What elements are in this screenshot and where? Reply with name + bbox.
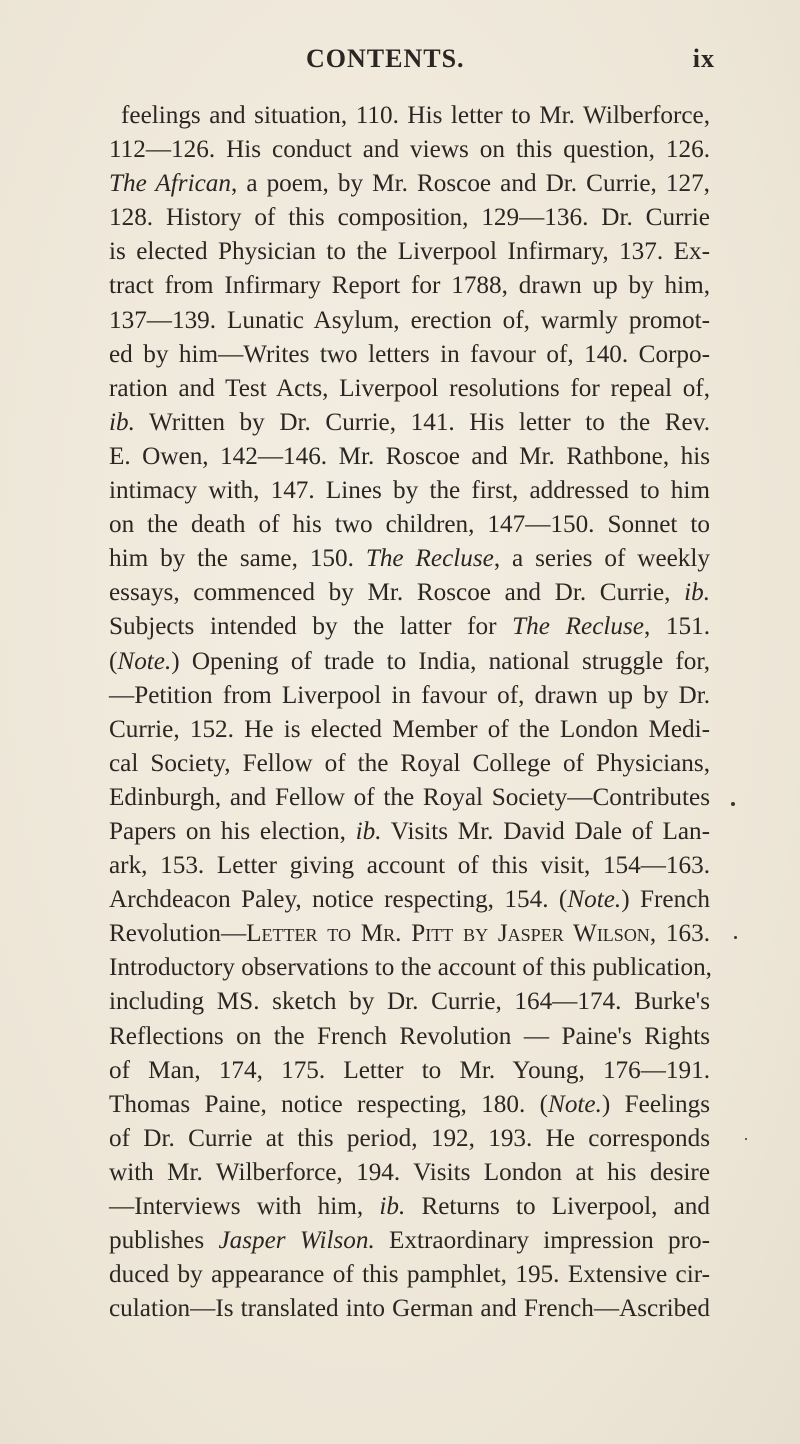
text-run: feelings and situation, 110. His letter to Mr. Wilberforce, bbox=[121, 102, 710, 129]
text-run: ) French bbox=[621, 886, 710, 914]
text-line bbox=[109, 1156, 710, 1190]
text-line bbox=[109, 406, 710, 440]
text-run: culation—Is translated into German and French—Ascribed bbox=[109, 1295, 710, 1323]
text-line bbox=[109, 985, 710, 1019]
text-line bbox=[109, 815, 710, 849]
text-line bbox=[109, 1190, 710, 1224]
text-run: including MS. sketch by Dr. Currie, 164—174. Burke's bbox=[109, 988, 710, 1016]
text-line bbox=[109, 610, 710, 644]
text-line bbox=[109, 781, 710, 815]
italic-text-run: The Recluse bbox=[512, 613, 644, 641]
italic-text-run: ib. bbox=[684, 579, 710, 607]
text-line bbox=[109, 269, 710, 303]
text-line bbox=[109, 883, 710, 917]
text-line bbox=[109, 201, 710, 235]
text-run: Extraordinary impression pro- bbox=[374, 1227, 711, 1255]
text-run: , 151. bbox=[643, 613, 710, 641]
text-run: essays, commenced by Mr. Roscoe and Dr. Currie, bbox=[109, 579, 685, 607]
text-run: , a poem, by Mr. Roscoe and Dr. Currie, 127, bbox=[230, 170, 710, 198]
text-line bbox=[109, 235, 710, 269]
text-run: ) Opening of trade to India, national struggle for, bbox=[171, 647, 710, 675]
italic-text-run: ib. bbox=[379, 1193, 406, 1220]
text-line bbox=[109, 1088, 710, 1122]
text-line bbox=[109, 1020, 710, 1054]
text-run: 128. History of this composition, 129—136. Dr. Currie bbox=[109, 204, 710, 232]
text-run: cal Society, Fellow of the Royal College of Physicians, bbox=[109, 749, 710, 777]
text-run: tract from Infirmary Report for 1788, drawn up by him, bbox=[109, 272, 710, 300]
text-run: Thomas Paine, notice respecting, 180. ( bbox=[109, 1090, 549, 1118]
text-line bbox=[109, 167, 710, 201]
text-line bbox=[109, 474, 710, 508]
text-run: —Petition from Liverpool in favour of, drawn up by Dr. bbox=[109, 681, 710, 709]
text-line bbox=[109, 1054, 710, 1088]
text-line bbox=[109, 951, 710, 985]
text-line bbox=[109, 508, 710, 542]
page-number: ix bbox=[692, 44, 715, 73]
text-run: is elected Physician to the Liverpool Infirmary, 137. Ex- bbox=[109, 238, 710, 266]
text-run: 137—139. Lunatic Asylum, erection of, warmly promot- bbox=[109, 306, 710, 334]
italic-text-run: ib. bbox=[355, 817, 382, 845]
text-run: , a series of weekly bbox=[493, 545, 710, 573]
text-run: Visits Mr. David Dale of Lan- bbox=[381, 817, 710, 845]
text-run: intimacy with, 147. Lines by the first, addressed to him bbox=[109, 477, 710, 505]
text-run: Reflections on the French Revolution — Paine's Rights bbox=[109, 1022, 710, 1050]
text-line bbox=[109, 747, 710, 781]
text-run: Archdeacon Paley, notice respecting, 154. ( bbox=[109, 886, 568, 914]
text-line bbox=[109, 1224, 710, 1258]
text-line bbox=[109, 99, 710, 133]
text-run: , 163. bbox=[649, 920, 710, 948]
text-line bbox=[109, 713, 710, 747]
text-line bbox=[109, 645, 710, 679]
italic-text-run: The Recluse bbox=[365, 545, 494, 573]
text-line bbox=[109, 1292, 710, 1326]
text-run: ration and Test Acts, Liverpool resolutions for repeal of, bbox=[109, 374, 710, 402]
text-line bbox=[109, 679, 710, 713]
text-line bbox=[109, 1258, 710, 1292]
italic-text-run: The African bbox=[109, 170, 231, 198]
ink-speck bbox=[745, 1138, 747, 1140]
text-run: Currie, 152. He is elected Member of the London Medi- bbox=[109, 715, 710, 743]
italic-text-run: Note. bbox=[117, 647, 172, 675]
text-line bbox=[109, 440, 710, 474]
text-run: —Interviews with him, bbox=[109, 1193, 380, 1220]
italic-text-run: Jasper Wilson. bbox=[218, 1227, 375, 1255]
text-run: publishes bbox=[109, 1227, 219, 1255]
text-run: E. Owen, 142—146. Mr. Roscoe and Mr. Rathbone, his bbox=[109, 442, 710, 470]
page-header bbox=[110, 44, 715, 84]
text-line bbox=[109, 133, 710, 167]
contents-paragraph bbox=[109, 99, 710, 1326]
text-line bbox=[109, 304, 710, 338]
text-run: on the death of his two children, 147—150. Sonnet to bbox=[109, 511, 710, 539]
small-caps-text-run: Letter to Mr. Pitt by Jasper Wilson bbox=[246, 920, 650, 948]
text-run: ( bbox=[109, 647, 118, 675]
italic-text-run: Note. bbox=[567, 886, 622, 914]
text-run: ark, 153. Letter giving account of this visit, 154—163. bbox=[109, 852, 710, 880]
text-run: Introductory observations to the account of this publication, bbox=[109, 954, 712, 982]
running-title: CONTENTS. bbox=[306, 44, 465, 73]
text-line bbox=[109, 1122, 710, 1156]
text-run: of Man, 174, 175. Letter to Mr. Young, 176—191. bbox=[109, 1056, 710, 1084]
text-line bbox=[109, 372, 710, 406]
text-run: Revolution— bbox=[109, 920, 247, 948]
text-run: ed by him—Writes two letters in favour of, 140. Corpo- bbox=[109, 340, 710, 368]
text-run: of Dr. Currie at this period, 192, 193. He corresponds bbox=[109, 1124, 710, 1152]
text-run: duced by appearance of this pamphlet, 195. Extensive cir- bbox=[109, 1261, 710, 1289]
text-run: 112—126. His conduct and views on this question, 126. bbox=[109, 136, 710, 164]
text-run: ) Feelings bbox=[601, 1090, 710, 1118]
text-run: Returns to Liverpool, and bbox=[405, 1193, 710, 1220]
text-line bbox=[109, 338, 710, 372]
text-line bbox=[109, 849, 710, 883]
text-run: Edinburgh, and Fellow of the Royal Society—Contributes bbox=[109, 783, 710, 811]
text-line bbox=[109, 576, 710, 610]
text-line bbox=[109, 542, 710, 576]
ink-speck bbox=[731, 802, 735, 806]
italic-text-run: Note. bbox=[548, 1090, 602, 1118]
text-line bbox=[109, 917, 710, 951]
italic-text-run: ib. bbox=[109, 408, 135, 436]
text-run: with Mr. Wilberforce, 194. Visits London at his desire bbox=[109, 1158, 710, 1186]
ink-speck bbox=[734, 936, 737, 939]
text-run: Papers on his election, bbox=[109, 817, 356, 845]
text-run: Written by Dr. Currie, 141. His letter to the Rev. bbox=[134, 408, 710, 436]
text-run: him by the same, 150. bbox=[109, 545, 366, 573]
text-run: Subjects intended by the latter for bbox=[109, 613, 513, 641]
